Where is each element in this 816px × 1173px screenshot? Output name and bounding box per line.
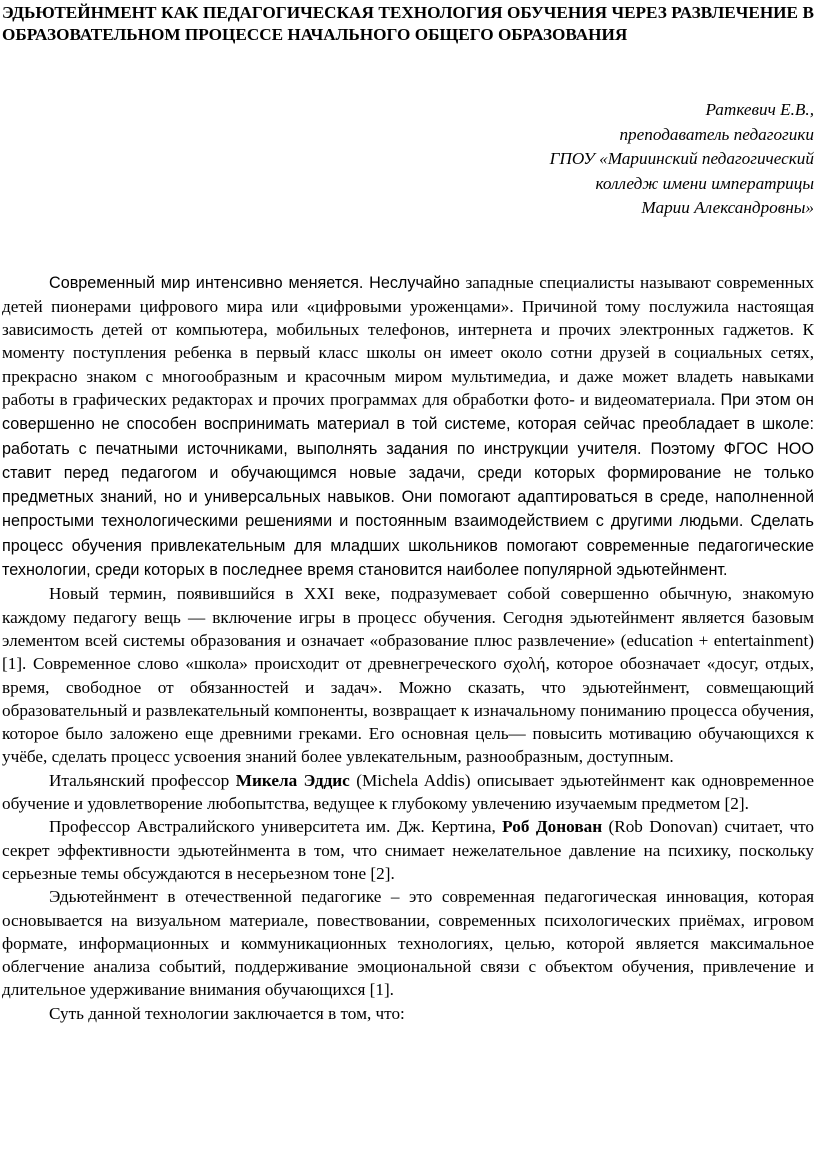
paragraph-3-pre: Итальянский профессор xyxy=(49,770,236,790)
paragraph-1-middle: западные специалисты называют современных детей пионерами цифрового мира или «цифровыми уроженцами». Причиной тому послужила настоящая зависимость детей от компьютера, мобильных телефонов, интернета и прочих электронных гаджетов. К моменту поступления ребенка в первый класс школы он имеет около сотни друзей в социальных сетях, прекрасно знаком с многообразным и красочным миром мультимедиа, и даже может владеть навыками работы в графических редакторах и прочих программах для обработки фото- и видеоматериала. xyxy=(2,272,815,409)
article-body xyxy=(2,271,814,1026)
paragraph-6: Суть данной технологии заключается в том, что: xyxy=(49,1003,405,1023)
paragraph-1-tail: При этом он совершенно не способен воспринимать материал в той системе, которая сейчас преобладает в школе: работать с печатными источниками, выполнять задания по инструкции учителя. Поэтому ФГОС НОО ставит перед педагогом и обучающимся новые задачи, среди которых формирование не только предметных знаний, но и универсальных навыков. Они помогают адаптироваться в среде, наполненной непростыми технологическими решениями и постоянным взаимодействием с другими людьми. Сделать процесс обучения привлекательным для младших школьников помогают современные педагогические технологии, среди которых в последнее время становится наиболее популярной эдьютейнмент. xyxy=(2,390,814,580)
paragraph-3 xyxy=(2,769,814,816)
author-block xyxy=(2,98,814,221)
paragraph-2: Новый термин, появившийся в XXI веке, подразумевает собой совершенно обычную, знакомую каждому педагогу вещь — включение игры в процесс обучения. Сегодня эдьютейнмент является базовым элементом всей системы образования и означает «образование плюс развлечение» (education + entertainment) [1]. Современное слово «школа» происходит от древнегреческого σχολή, которое обозначает «досуг, отдых, время, свободное от обязанностей и задач». Можно сказать, что эдьютейнмент, совмещающий образовательный и развлекательный компоненты, возвращает к изначальному пониманию процесса обучения, которое было заложено еще древними греками. Его основная цель— повысить мотивацию обучающихся к учёбе, сделать процесс усвоения знаний более увлекательным, разнообразным, доступным. xyxy=(2,584,814,767)
article-title: ЭДЬЮТЕЙНМЕНТ КАК ПЕДАГОГИЧЕСКАЯ ТЕХНОЛОГИЯ ОБУЧЕНИЯ ЧЕРЕЗ РАЗВЛЕЧЕНИЕ В ОБРАЗОВАТЕЛЬНОМ ПРОЦЕССЕ НАЧАЛЬНОГО ОБЩЕГО ОБРАЗОВАНИЯ xyxy=(2,3,814,44)
author-org-line-2: колледж имени императрицы xyxy=(595,173,814,193)
paragraph-4 xyxy=(2,815,814,885)
author-position: преподаватель педагогики xyxy=(619,124,814,144)
paragraph-4-pre: Профессор Австралийского университета им. Дж. Кертина, xyxy=(49,817,503,837)
author-org-line-3: Марии Александровны» xyxy=(641,198,814,217)
paragraph-4-post: (Rob Donovan) считает, что секрет эффективности эдьютейнмента в том, что снимает нежелательное давление на психику, поскольку серьезные темы обсуждаются в несерьезном тоне [2]. xyxy=(2,817,814,883)
person-name-donovan: Роб Донован xyxy=(502,817,603,837)
person-name-addis: Микела Эддис xyxy=(235,770,350,790)
paragraph-5: Эдьютейнмент в отечественной педагогике – это современная педагогическая инновация, которая основывается на визуальном материале, повествовании, современных психологических приёмах, игровом формате, информационных и коммуникационных технологиях, целью, которой является максимальное облегчение анализа событий, поддерживание эмоциональной связи с объектом обучения, привлечение и длительное удерживание внимания обучающихся [1]. xyxy=(2,887,814,1000)
author-name: Раткевич Е.В., xyxy=(705,100,814,119)
author-org-line-1: ГПОУ «Мариинский педагогический xyxy=(549,149,814,168)
paragraph-1 xyxy=(2,271,814,583)
paragraph-1-lead: Современный мир интенсивно меняется. Неслучайно xyxy=(49,273,460,292)
paragraph-3-post: (Michela Addis) описывает эдьютейнмент как одновременное обучение и удовлетворение любопытства, ведущее к глубокому увлечению изучаемым предметом [2]. xyxy=(2,770,814,814)
